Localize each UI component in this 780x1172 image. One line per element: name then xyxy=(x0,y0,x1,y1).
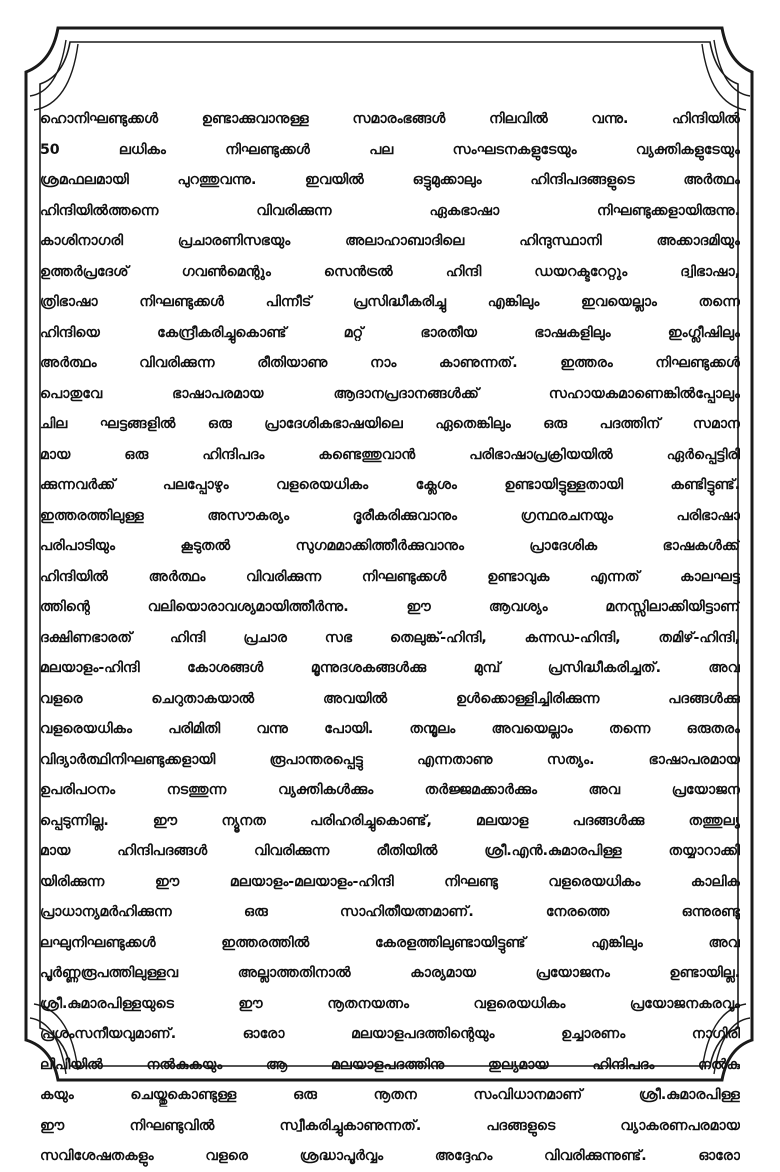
text-line: സവിശേഷതകളും വളരെ ശ്രദ്ധാപൂർവ്വം അദ്ദേഹം വിവരിക്കുന്നുണ്ട്. ഓരോ xyxy=(40,1148,740,1164)
text-line: ഹിന്ദിയിൽത്തന്നെ വിവരിക്കുന്ന ഏകഭാഷാ നിഘണ്ടുക്കളായിരുന്നു. xyxy=(40,202,740,219)
text-line: ത്തിന്റെ വലിയൊരാവശ്യമായിത്തീർന്നു. ഈ ആവശ്യം മനസ്സിലാക്കിയിട്ടാണ് xyxy=(40,599,740,615)
text-line: ക്കുന്നവർക്ക് പലപ്പോഴും വളരെയധികം ക്ലേശം ഉണ്ടായിട്ടുള്ളതായി കണ്ടിട്ടുണ്ട്. xyxy=(40,477,740,493)
text-line: കാശിനാഗരി പ്രചാരണിസഭയും അലാഹാബാദിലെ ഹിന്ദുസ്ഥാനി അക്കാദമിയും xyxy=(40,233,740,249)
text-line: ഈ നിഘണ്ടുവിൽ സ്വീകരിച്ചുകാണുന്നത്. പദങ്ങളുടെ വ്യാകരണപരമായ xyxy=(40,1117,740,1134)
body-text-block xyxy=(40,104,740,1164)
text-line: ശ്രീ.കുമാരപിള്ളയുടെ ഈ നൂതനയത്നം വളരെയധികം പ്രയോജനകരവും xyxy=(40,995,740,1012)
text-line: 50 ലധികം നിഘണ്ടുക്കൾ പല സംഘടനകളുടേയും വ്യക്തികളുടേയും xyxy=(40,141,740,158)
text-line: യിരിക്കുന്ന ഈ മലയാളം-മലയാളം-ഹിന്ദി നിഘണ്ടു വളരെയധികം കാലിക xyxy=(40,873,740,890)
text-line: ഉത്തർപ്രദേശ് ഗവൺമെന്റും സെൻട്രൽ ഹിന്ദി ഡയറക്ടറേറ്റും ദ്വിഭാഷാ, xyxy=(40,263,740,280)
text-line: പൊതുവേ ഭാഷാപരമായ ആദാനപ്രദാനങ്ങൾക്ക് സഹായകമാണെങ്കിൽപ്പോലും xyxy=(40,385,740,402)
text-line: ഹിന്ദിയിൽ അർത്ഥം വിവരിക്കുന്ന നിഘണ്ടുക്കൾ ഉണ്ടാവുക എന്നത് കാലഘട്ട xyxy=(40,568,740,585)
corner-ornament-top-right xyxy=(702,40,750,110)
text-line: വളരെ ചെറുതാകയാൽ അവയിൽ ഉൾക്കൊള്ളിച്ചിരിക്കുന്ന പദങ്ങൾക്കു xyxy=(40,690,740,707)
text-line: പൂർണ്ണരൂപത്തിലുള്ളവ അല്ലാത്തതിനാൽ കാര്യമായ പ്രയോജനം ഉണ്ടായില്ല. xyxy=(40,965,740,981)
text-line: അർത്ഥം വിവരിക്കുന്ന രീതിയാണു നാം കാണുന്നത്. ഇത്തരം നിഘണ്ടുക്കൾ xyxy=(40,355,740,371)
text-line: പ്രാധാന്യമർഹിക്കുന്ന ഒരു സാഹിതീയത്നമാണ്. നേരത്തെ ഒന്നുരണ്ടു xyxy=(40,904,740,920)
text-line: വിദ്യാർത്ഥിനിഘണ്ടുക്കളായി രൂപാന്തരപ്പെട്ടു എന്നതാണു സത്യം. ഭാഷാപരമായ xyxy=(40,751,740,768)
text-line: വളരെയധികം പരിമിതി വന്നു പോയി. തന്മൂലം അവയെല്ലാം തന്നെ ഒരുതരം xyxy=(40,721,740,737)
text-line: ഹിന്ദിയെ കേന്ദ്രീകരിച്ചുകൊണ്ട് മറ്റ് ഭാരതീയ ഭാഷകളിലും ഇംഗ്ലീഷിലും xyxy=(40,324,740,341)
text-line: ഉപരിപഠനം നടത്തുന്ന വ്യക്തികൾക്കും തർജ്ജമക്കാർക്കും അവ പ്രയോജന xyxy=(40,782,740,798)
text-line: ലഘുനിഘണ്ടുക്കൾ ഇത്തരത്തിൽ കേരളത്തിലുണ്ടായിട്ടുണ്ട് എങ്കിലും അവ xyxy=(40,934,740,951)
text-line: മലയാളം-ഹിന്ദി കോശങ്ങൾ മൂന്നുദശകങ്ങൾക്കു മുമ്പ് പ്രസിദ്ധീകരിച്ചത്. അവ xyxy=(40,660,740,676)
text-line: മായ ഒരു ഹിന്ദിപദം കണ്ടെത്തുവാൻ പരിഭാഷാപ്രക്രിയയിൽ ഏർപ്പെട്ടിരി xyxy=(40,446,740,463)
text-line: ലിപിയിൽ നൽകുകയും ആ മലയാളപദത്തിനു തുല്യമായ ഹിന്ദിപദം നൽകു xyxy=(40,1056,740,1073)
text-line: മായ ഹിന്ദിപദങ്ങൾ വിവരിക്കുന്ന രീതിയിൽ ശ്രീ.എൻ.കുമാരപിള്ള തയ്യാറാക്കി xyxy=(40,843,740,859)
text-line: പ്പെടുന്നില്ല. ഈ ന്യൂനത പരിഹരിച്ചുകൊണ്ട്, മലയാള പദങ്ങൾക്കു തത്തുല്യ xyxy=(40,812,740,829)
text-line: കയും ചെയ്തുകൊണ്ടുള്ള ഒരു നൂതന സംവിധാനമാണ് ശ്രീ.കുമാരപിള്ള xyxy=(40,1087,740,1103)
text-line: ശ്രമഫലമായി പുറത്തുവന്നു. ഇവയിൽ ഒട്ടുമുക്കാലും ഹിന്ദിപദങ്ങളുടെ അർത്ഥം xyxy=(40,172,740,188)
text-line: ദക്ഷിണഭാരത് ഹിന്ദി പ്രചാര സഭ തെലുങ്ക്-ഹിന്ദി, കന്നഡ-ഹിന്ദി, തമിഴ്-ഹിന്ദി, xyxy=(40,629,740,646)
text-line: പരിപാടിയും കൂടുതൽ സുഗമമാക്കിത്തീർക്കുവാനും പ്രാദേശിക ഭാഷകൾക്ക് xyxy=(40,538,740,554)
text-line: ത്രിഭാഷാ നിഘണ്ടുക്കൾ പിന്നീട് പ്രസിദ്ധീകരിച്ചു എങ്കിലും ഇവയെല്ലാം തന്നെ xyxy=(40,294,740,310)
text-line: ഇത്തരത്തിലുള്ള അസൗകര്യം ദൂരീകരിക്കുവാനും ഗ്രന്ഥരചനയും പരിഭാഷാ xyxy=(40,507,740,524)
text-line: ഹൊനിഘണ്ടുക്കൾ ഉണ്ടാക്കുവാനുള്ള സമാരംഭങ്ങൾ നിലവിൽ വന്നു. ഹിന്ദിയിൽ xyxy=(40,111,740,127)
text-line: ചില ഘട്ടങ്ങളിൽ ഒരു പ്രാദേശികഭാഷയിലെ ഏതെങ്കിലും ഒരു പദത്തിന് സമാന xyxy=(40,416,740,432)
text-line: പ്രശംസനീയവുമാണ്. ഓരോ മലയാളപദത്തിന്റെയും ഉച്ചാരണം നാഗിരി xyxy=(40,1026,740,1042)
